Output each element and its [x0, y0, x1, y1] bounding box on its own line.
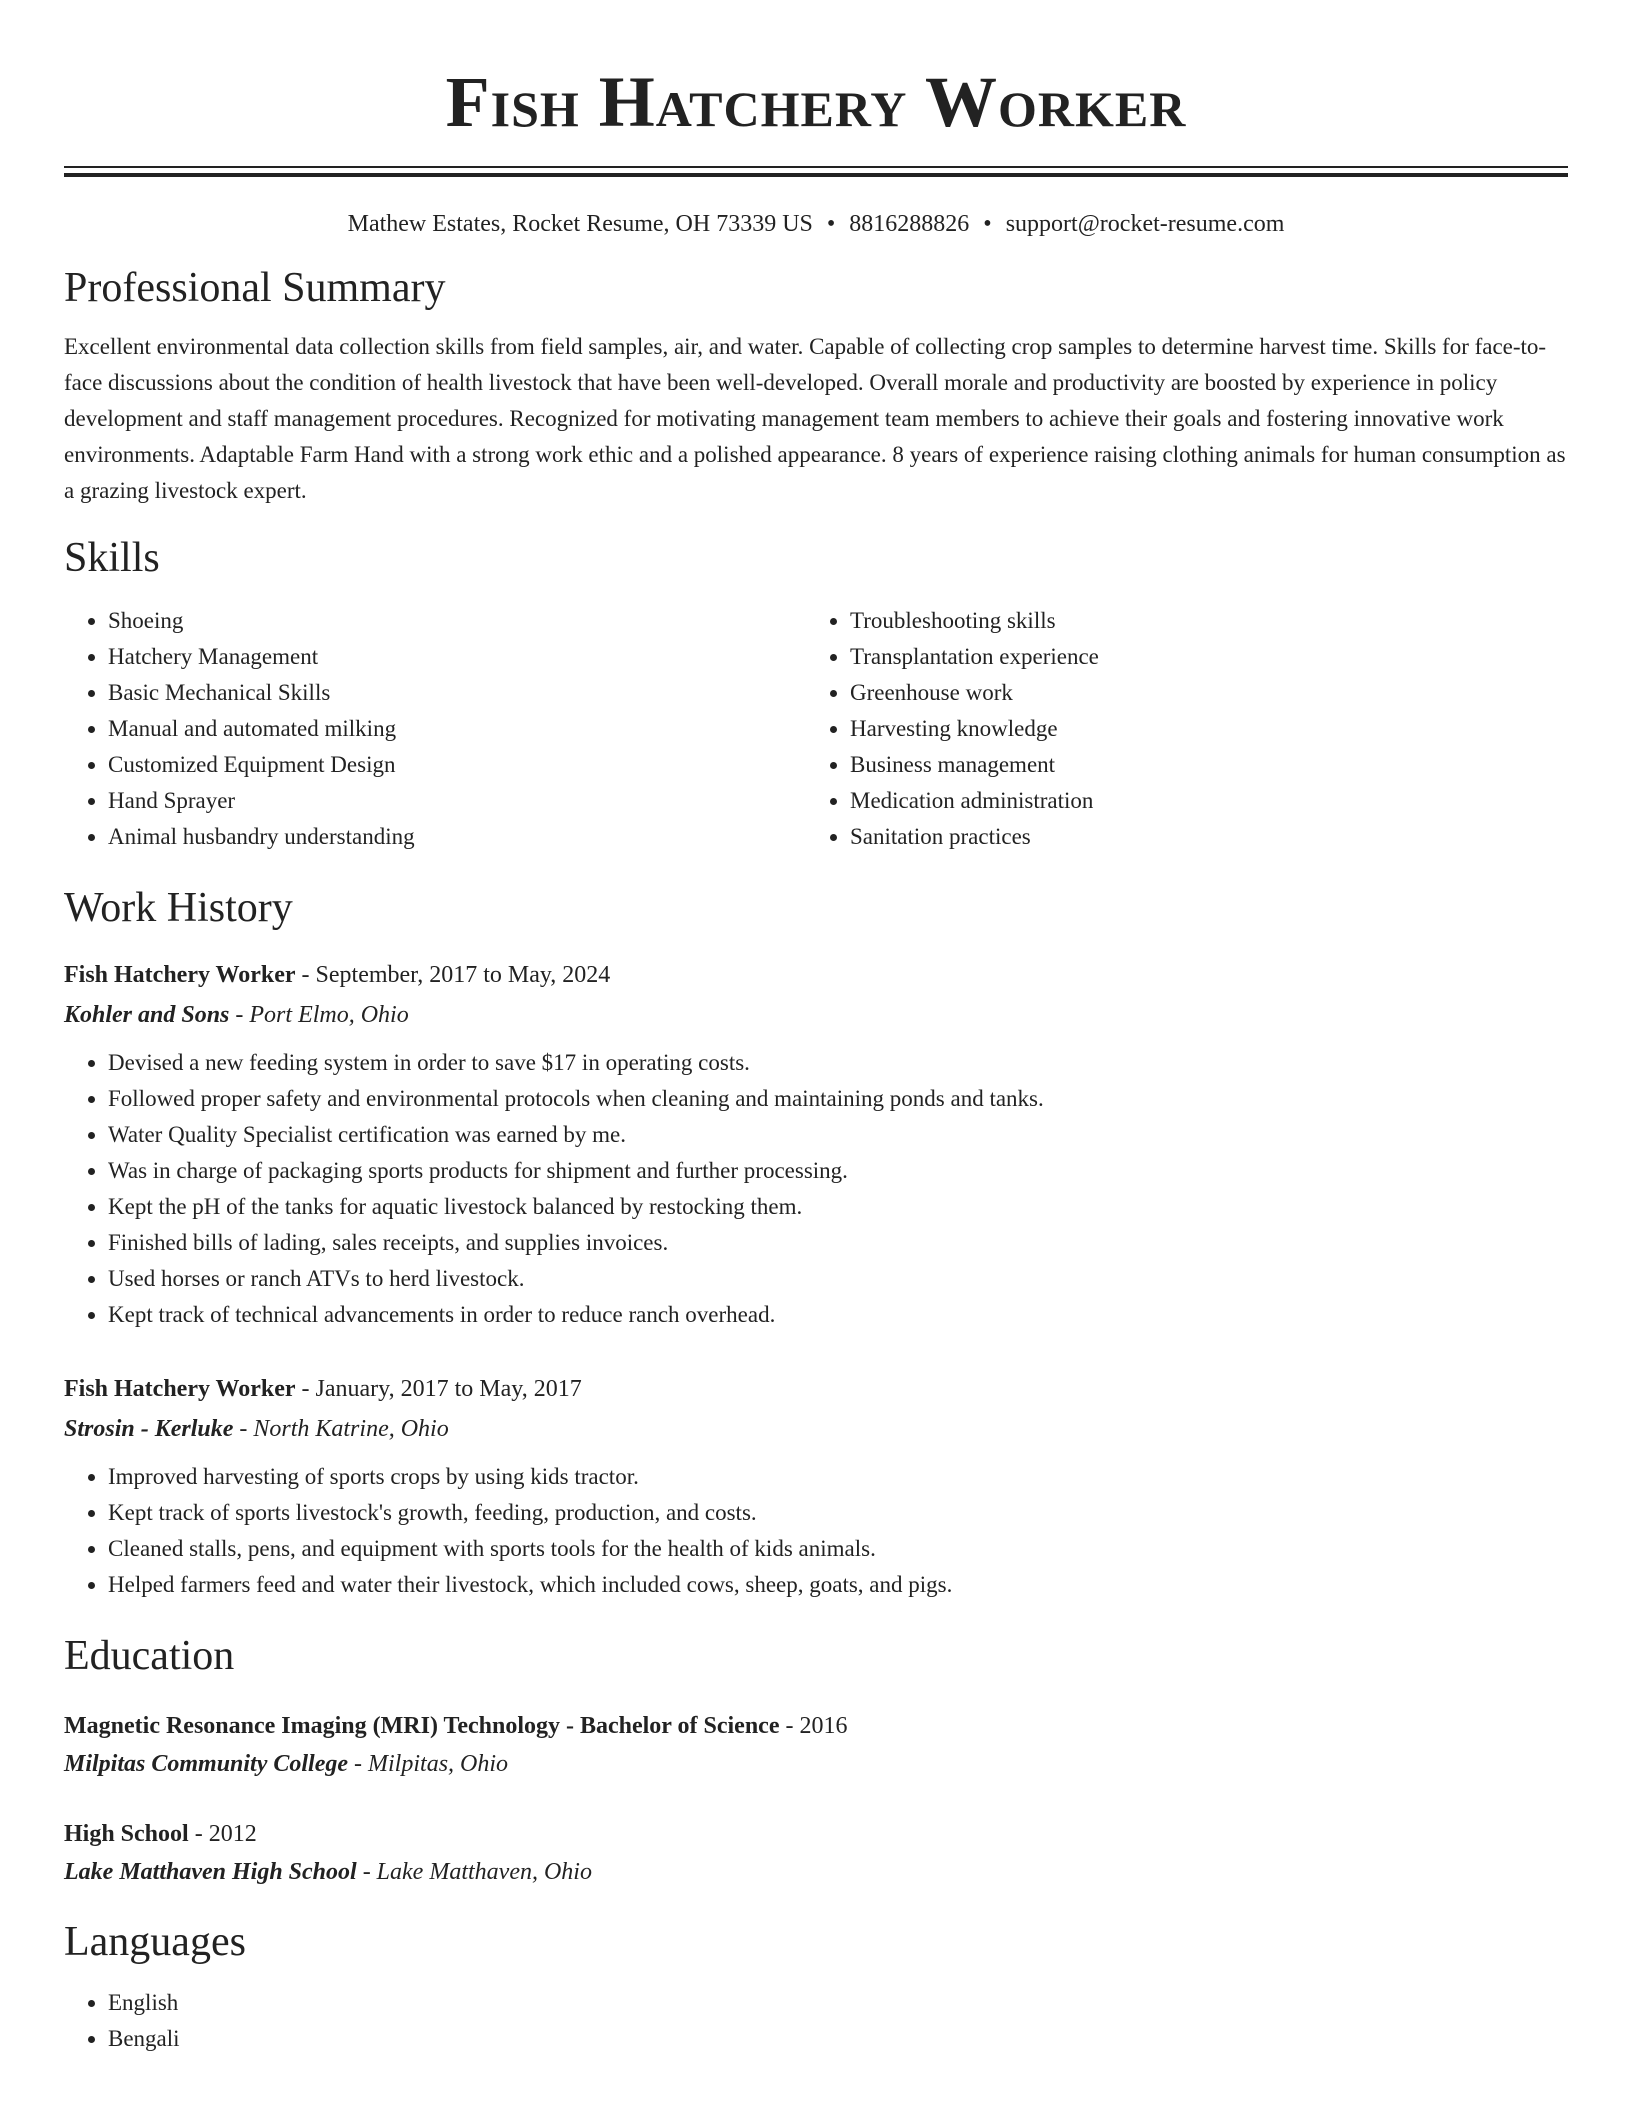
- job-title-line: [64, 1369, 1568, 1409]
- job-bullet: • Helped farmers feed and water their livestock, which included cows, sheep, goats, and pigs.: [108, 1567, 1568, 1603]
- skill-item: • Animal husbandry understanding: [108, 819, 806, 855]
- contact-separator: •: [826, 211, 836, 237]
- degree-line: [64, 1707, 1568, 1745]
- job-title: Fish Hatchery Worker: [64, 962, 296, 988]
- job-bullets: [64, 1045, 1568, 1333]
- skill-item: • Customized Equipment Design: [108, 747, 806, 783]
- language-item: • Bengali: [108, 2021, 1568, 2057]
- languages-heading: Languages: [64, 1919, 246, 1965]
- resume-name: Fish Hatchery Worker: [445, 62, 1187, 142]
- skills-grid: [64, 603, 1568, 855]
- degree-name: Magnetic Resonance Imaging (MRI) Technology - Bachelor of Science: [64, 1713, 780, 1739]
- job-bullet: • Kept track of sports livestock's growth, feeding, production, and costs.: [108, 1495, 1568, 1531]
- skill-item: • Troubleshooting skills: [850, 603, 1548, 639]
- summary-section: [64, 263, 1568, 509]
- job-bullet: • Followed proper safety and environmental protocols when cleaning and maintaining ponds and tanks.: [108, 1081, 1568, 1117]
- degree-line: [64, 1815, 1568, 1853]
- summary-heading: Professional Summary: [64, 265, 446, 311]
- contact-phone: 8816288826: [849, 211, 970, 237]
- job-company-line: [64, 995, 1568, 1035]
- school-name: Lake Matthaven High School: [64, 1859, 357, 1885]
- job-company: Kohler and Sons: [64, 1002, 230, 1028]
- skill-item: • Manual and automated milking: [108, 711, 806, 747]
- job-bullet: • Water Quality Specialist certification was earned by me.: [108, 1117, 1568, 1153]
- language-item: • English: [108, 1985, 1568, 2021]
- degree-name: High School: [64, 1821, 189, 1847]
- skill-item: • Sanitation practices: [850, 819, 1548, 855]
- header-divider: [64, 166, 1568, 177]
- contact-address: Mathew Estates, Rocket Resume, OH 73339 US: [347, 211, 813, 237]
- work-history-section: [64, 883, 1568, 1603]
- skill-item: • Shoeing: [108, 603, 806, 639]
- contact-separator: •: [983, 211, 992, 237]
- degree-year: - 2012: [188, 1821, 257, 1847]
- school-location: - Lake Matthaven, Ohio: [356, 1859, 592, 1885]
- school-name: Milpitas Community College: [64, 1751, 349, 1777]
- job-company-line: [64, 1409, 1568, 1449]
- school-location: - Milpitas, Ohio: [348, 1751, 509, 1777]
- skill-item: • Basic Mechanical Skills: [108, 675, 806, 711]
- skill-item: • Hand Sprayer: [108, 783, 806, 819]
- job-bullet: • Used horses or ranch ATVs to herd livestock.: [108, 1261, 1568, 1297]
- contact-email[interactable]: support@rocket-resume.com: [1005, 211, 1285, 237]
- languages-list: [64, 1985, 1568, 2057]
- summary-text: Excellent environmental data collection skills from field samples, air, and water. Capable of collecting crop samples to determine harvest time. Skills for face-to-face discussions about the condition of health livestock that have been well-developed. Overall morale and productivity are boosted by experience in policy development and staff management procedures. Recognized for motivating management team members to achieve their goals and fostering innovative work environments. Adaptable Farm Hand with a strong work ethic and a polished appearance. 8 years of experience raising clothing animals for human consumption as a grazing livestock expert.: [64, 334, 1566, 503]
- education-entry: [64, 1707, 1568, 1783]
- job-company: Strosin - Kerluke: [64, 1416, 234, 1442]
- school-line: [64, 1745, 1568, 1783]
- job-bullet: • Kept track of technical advancements in order to reduce ranch overhead.: [108, 1297, 1568, 1333]
- education-heading: Education: [64, 1633, 235, 1679]
- job-entry: [64, 1369, 1568, 1603]
- job-title-line: [64, 955, 1568, 995]
- skills-section: [64, 533, 1568, 855]
- skills-list-left: [64, 603, 806, 855]
- education-section: [64, 1631, 1568, 1891]
- job-bullet: • Finished bills of lading, sales receipts, and supplies invoices.: [108, 1225, 1568, 1261]
- job-title: Fish Hatchery Worker: [64, 1376, 296, 1402]
- job-dates: - January, 2017 to May, 2017: [295, 1376, 582, 1402]
- job-bullet: • Cleaned stalls, pens, and equipment with sports tools for the health of kids animals.: [108, 1531, 1568, 1567]
- skills-column-left: [64, 603, 806, 855]
- job-bullet: • Was in charge of packaging sports products for shipment and further processing.: [108, 1153, 1568, 1189]
- skills-heading: Skills: [64, 535, 160, 581]
- degree-year: - 2016: [779, 1713, 848, 1739]
- school-line: [64, 1853, 1568, 1891]
- job-bullet: • Improved harvesting of sports crops by using kids tractor.: [108, 1459, 1568, 1495]
- skills-list-right: [806, 603, 1548, 855]
- job-location: - North Katrine, Ohio: [233, 1416, 449, 1442]
- skill-item: • Business management: [850, 747, 1548, 783]
- job-bullet: • Devised a new feeding system in order to save $17 in operating costs.: [108, 1045, 1568, 1081]
- languages-section: [64, 1917, 1568, 2057]
- contact-line: [64, 207, 1568, 241]
- skill-item: • Greenhouse work: [850, 675, 1548, 711]
- skill-item: • Hatchery Management: [108, 639, 806, 675]
- education-entry: [64, 1815, 1568, 1891]
- skills-column-right: [806, 603, 1548, 855]
- job-dates: - September, 2017 to May, 2024: [295, 962, 611, 988]
- job-location: - Port Elmo, Ohio: [229, 1002, 409, 1028]
- skill-item: • Harvesting knowledge: [850, 711, 1548, 747]
- job-bullet: • Kept the pH of the tanks for aquatic livestock balanced by restocking them.: [108, 1189, 1568, 1225]
- skill-item: • Medication administration: [850, 783, 1548, 819]
- skill-item: • Transplantation experience: [850, 639, 1548, 675]
- work-history-heading: Work History: [64, 885, 293, 931]
- job-entry: [64, 955, 1568, 1333]
- job-bullets: [64, 1459, 1568, 1603]
